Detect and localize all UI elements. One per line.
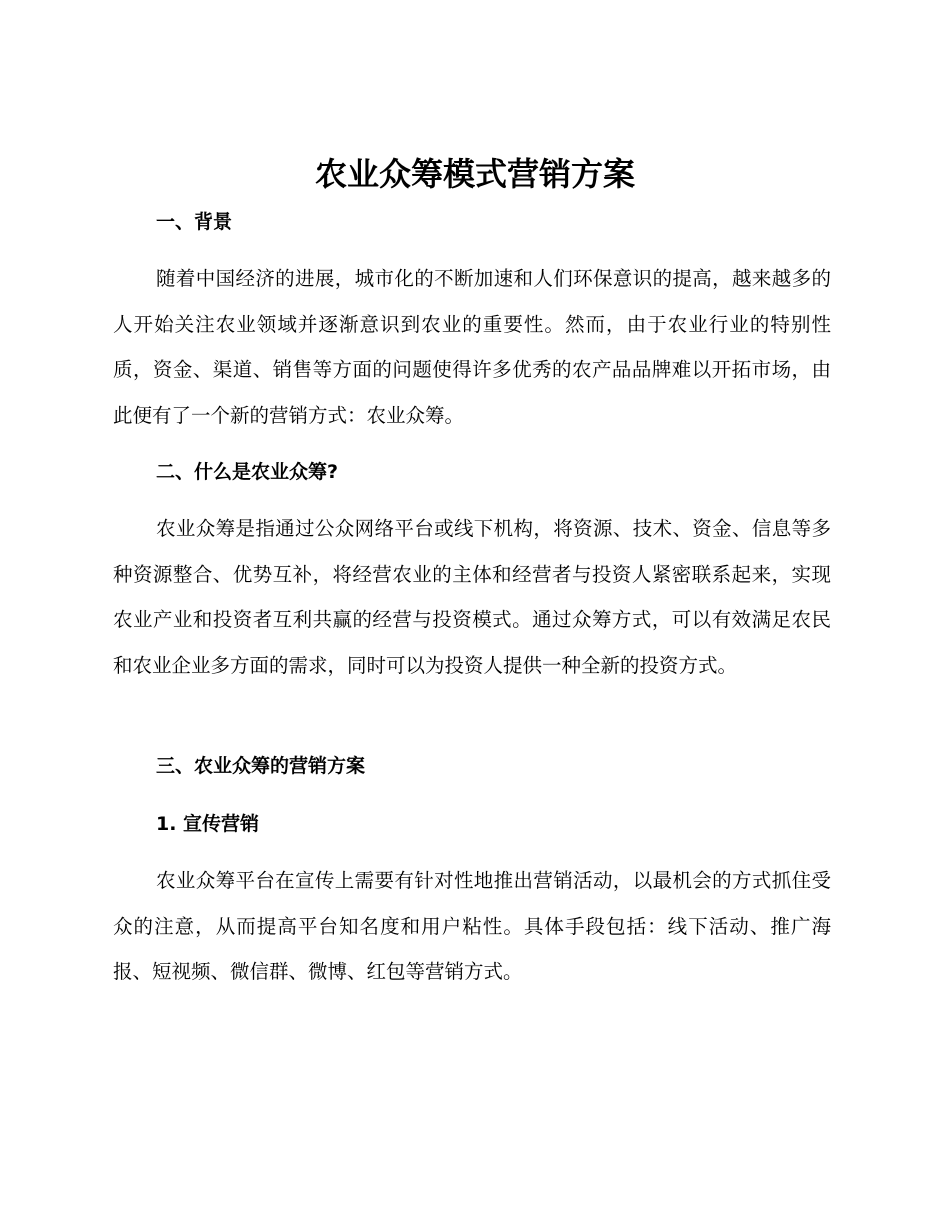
- section-paragraph-what-is: 农业众筹是指通过公众网络平台或线下机构，将资源、技术、资金、信息等多种资源整合、优势互补，将经营农业的主体和经营者与投资人紧密联系起来，实现农业产业和投资者互利共赢的经营与投资模式。通过众筹方式，可以有效满足农民和农业企业多方面的需求，同时可以为投资人提供一种全新的投资方式。: [113, 517, 831, 677]
- section-paragraph-promotion: 农业众筹平台在宣传上需要有针对性地推出营销活动，以最机会的方式抓住受众的注意，从而提高平台知名度和用户粘性。具体手段包括：线下活动、推广海报、短视频、微信群、微博、红包等营销方式。: [113, 869, 831, 983]
- section-heading-what-is: 二、什么是农业众筹?: [156, 461, 339, 483]
- section-heading-marketing-plan: 三、农业众筹的营销方案: [156, 755, 366, 777]
- section-paragraph-background: 随着中国经济的进展，城市化的不断加速和人们环保意识的提高，越来越多的人开始关注农业领域并逐渐意识到农业的重要性。然而，由于农业行业的特别性质，资金、渠道、销售等方面的问题使得许多优秀的农产品品牌难以开拓市场，由此便有了一个新的营销方式：农业众筹。: [113, 267, 831, 427]
- section-heading-background: 一、背景: [156, 211, 233, 233]
- document-title: 农业众筹模式营销方案: [314, 155, 635, 193]
- section-heading-promotion: 1. 宣传营销: [156, 813, 260, 835]
